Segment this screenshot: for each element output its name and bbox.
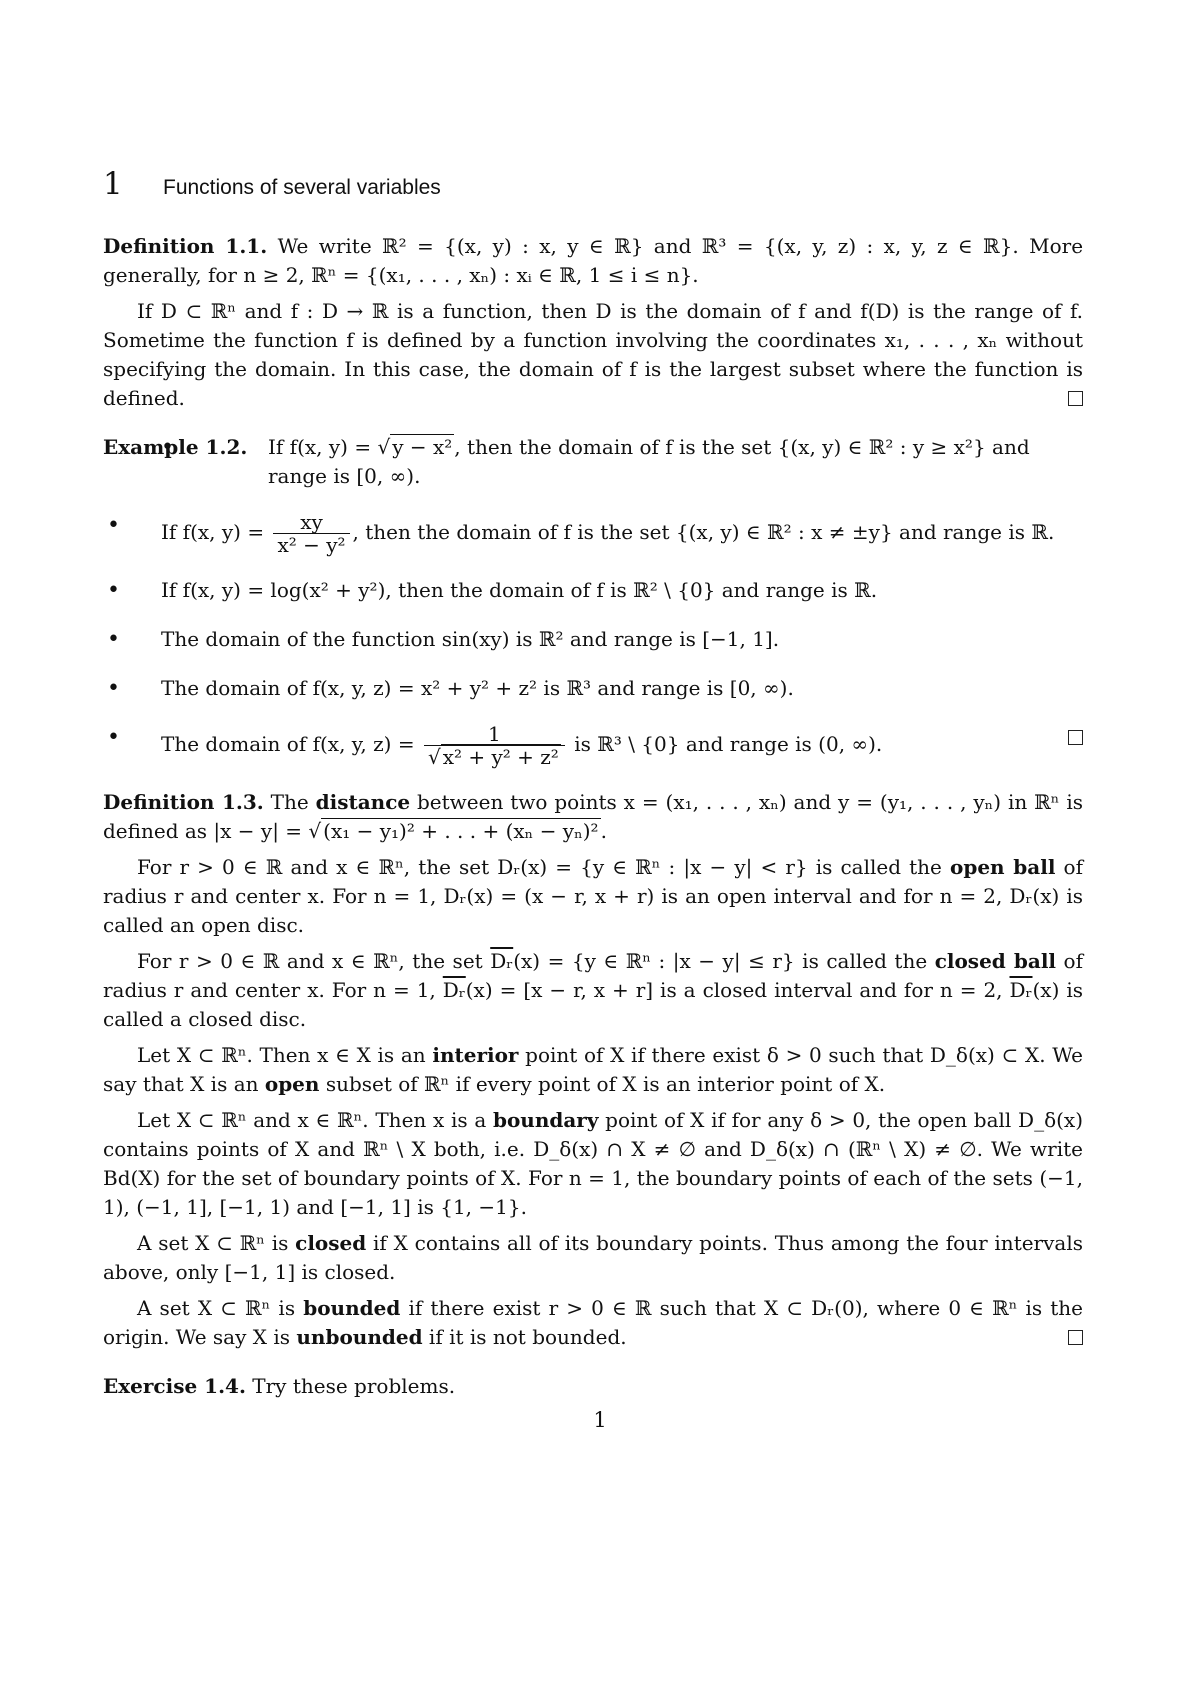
end-of-proof-icon bbox=[1068, 1330, 1083, 1345]
exercise-label: Exercise 1.4. bbox=[103, 1374, 246, 1398]
definition-1-3: Definition 1.3. The distance between two points x = (x₁, . . . , xₙ) and y = (y₁, . . . , yₙ) in ℝⁿ is defined as |x − y| = √ (x₁ − y₁)² + . . . + (xₙ − yₙ)² . For r > 0 ∈ ℝ and x ∈ ℝⁿ, the set Dᵣ(x) = {y ∈ ℝⁿ : |x − y| < r} is called the open ball of radius r and center x. For n = 1, Dᵣ(x) = (x − r, x + r) is an open interval and for n = 2, Dᵣ(x) is called an open disc. For r > 0 ∈ ℝ and x ∈ ℝⁿ, the set $\overline{Dᵣ}(x) = \{y$ ∈ ℝⁿ : |x − y| ≤ r} is called the closed ball of radius r and center x. For n = 1, $\overline{Dᵣ}(x) = [x - r$, x + r] is a closed interval and for n = 2, $\overline{Dᵣ}(x)$ is called a closed disc. Let X ⊂ ℝⁿ. Then x ∈ X is an interior point of X if there exist δ > 0 such that D_δ(x) ⊂ X. We say that X is an open subset of ℝⁿ if every point of X is an interior point of X. Let X ⊂ ℝⁿ and x ∈ ℝⁿ. Then x is a boundary point of X if for any δ > 0, the open ball D_δ(x) contains points of X and ℝⁿ \ X both, i.e. D_δ(x) ∩ X ≠ ∅ and D_δ(x) ∩ (ℝⁿ \ X) ≠ ∅. We write Bd(X) for the set of boundary points of X. For n = 1, the boundary points of each of the sets (−1, 1), (−1, 1], [−1, 1) and [−1, 1] is {1, −1}. A set X ⊂ ℝⁿ is closed if X contains all of its boundary points. Thus among the four intervals above, only [−1, 1] is closed. A set X ⊂ ℝⁿ is bounded if there exist r > 0 ∈ ℝ such that X ⊂ Dᵣ(0), where 0 ∈ ℝⁿ is the origin. We say X is unbounded if it is not bounded. bbox=[103, 790, 1084, 1349]
fraction: $\frac{1}{\text{√ x² + y² + z²}}$ bbox=[424, 723, 565, 768]
section-heading bbox=[103, 166, 1083, 202]
definition-label: Definition 1.1. bbox=[103, 234, 268, 258]
list-item: • The domain of f(x, y, z) = $\frac{1}{\text{√ x² + y² + z²}}$ is ℝ³ \ {0} and range is (0, ∞). bbox=[103, 723, 1083, 768]
page-content bbox=[103, 166, 1084, 1408]
fraction: $\frac{xy}{\text{x² − y²}}$ bbox=[273, 511, 349, 556]
section-number: 1 bbox=[103, 166, 123, 202]
definition-1-1: Definition 1.1. We write ℝ² = {(x, y) : x, y ∈ ℝ} and ℝ³ = {(x, y, z) : x, y, z ∈ ℝ}. More generally, for n ≥ 2, ℝⁿ = {(x₁, . . . , xₙ) : xᵢ ∈ ℝ, 1 ≤ i ≤ n}. If D ⊂ ℝⁿ and f : D → ℝ is a function, then D is the domain of f and f(D) is the range of f. Sometime the function f is defined by a function involving the coordinates x₁, . . . , xₙ without specifying the domain. In this case, the domain of f is the largest subset where the function is defined. bbox=[103, 234, 1084, 410]
page-number: 1 bbox=[593, 1408, 607, 1432]
list-item: • The domain of the function sin(xy) is ℝ² and range is [−1, 1]. bbox=[103, 625, 1083, 654]
list-item: • If f(x, y) = log(x² + y²), then the domain of f is ℝ² \ {0} and range is ℝ. bbox=[103, 576, 1083, 605]
exercise-1-4: Exercise 1.4. Try these problems. bbox=[103, 1374, 456, 1398]
example-1-2 bbox=[103, 433, 1083, 768]
example-label: Example 1.2. bbox=[103, 435, 248, 459]
list-item: • If f(x, y) = √ y − x² , then the domain of f is the set {(x, y) ∈ ℝ² : y ≥ x²} and range is [0, ∞). bbox=[268, 433, 1083, 491]
end-of-proof-icon bbox=[1068, 391, 1083, 406]
list-item: • The domain of f(x, y, z) = x² + y² + z² is ℝ³ and range is [0, ∞). bbox=[103, 674, 1083, 703]
section-title: Functions of several variables bbox=[163, 176, 441, 199]
end-of-proof-icon bbox=[1068, 730, 1083, 745]
definition-label: Definition 1.3. bbox=[103, 790, 264, 814]
list-item: • If f(x, y) = $\frac{xy}{\text{x² − y²}}$ , then the domain of f is the set {(x, y) ∈ ℝ² : x ≠ ±y} and range is ℝ. bbox=[103, 511, 1083, 556]
